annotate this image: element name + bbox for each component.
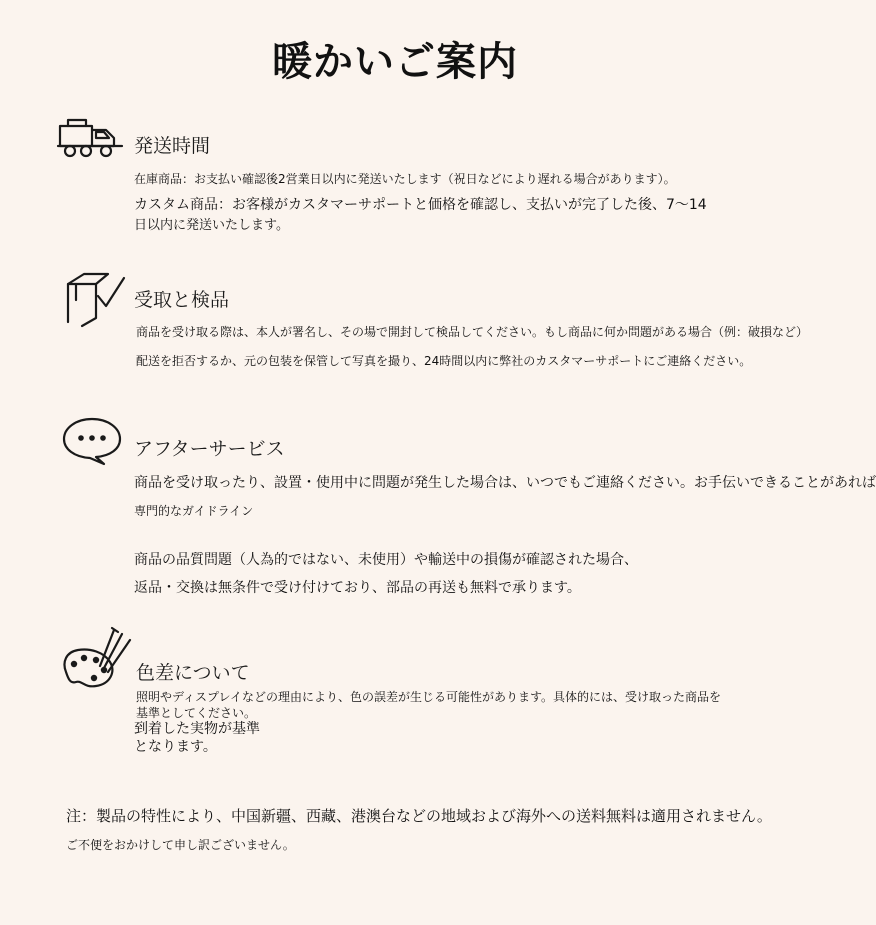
receipt-line-2: 配送を拒否するか、元の包装を保管して写真を撮り、24時間以内に弊社のカスタマーサポートにご連絡ください。 — [136, 354, 752, 368]
aftercare-line-1: 商品を受け取ったり、設置・使用中に問題が発生した場合は、いつでもご連絡ください。お手伝いできることがあれば — [134, 475, 876, 491]
color-line-1: 照明やディスプレイなどの理由により、色の誤差が生じる可能性があります。具体的には、受け取った商品を — [136, 690, 722, 704]
section-heading-aftercare: アフターサービス — [134, 438, 285, 460]
aftercare-line-4: 返品・交換は無条件で受け付けており、部品の再送も無料で承ります。 — [134, 580, 581, 596]
truck-icon — [56, 118, 128, 160]
section-heading-receipt: 受取と検品 — [134, 289, 230, 311]
section-heading-color: 色差について — [136, 662, 250, 684]
page-title: 暖かいご案内 — [272, 39, 518, 85]
color-line-2: 基準としてください。 — [136, 706, 257, 720]
aftercare-line-3: 商品の品質問題（人為的ではない、未使用）や輸送中の損傷が確認された場合、 — [134, 552, 638, 568]
speech-bubble-icon — [60, 416, 126, 466]
shipping-line-2: カスタム商品：お客様がカスタマーサポートと価格を確認し、支払いが完了した後、7〜14 — [134, 197, 707, 213]
receipt-line-1: 商品を受け取る際は、本人が署名し、その場で開封して検品してください。もし商品に何か問題がある場合（例：破損など） — [136, 325, 809, 339]
color-line-4: となります。 — [134, 739, 217, 755]
aftercare-line-2: 専門的なガイドライン — [134, 504, 254, 518]
color-line-3: 到着した実物が基準 — [134, 721, 260, 737]
section-heading-shipping: 発送時間 — [134, 135, 211, 157]
note-line-1: 注：製品の特性により、中国新疆、西藏、港澳台などの地域および海外への送料無料は適用されません。 — [66, 807, 772, 825]
box-check-icon — [62, 272, 128, 328]
shipping-line-1: 在庫商品：お支払い確認後2営業日以内に発送いたします（祝日などにより遅れる場合があります）。 — [134, 172, 676, 186]
note-line-2: ご不便をおかけして申し訳ございません。 — [66, 838, 295, 852]
palette-icon — [60, 626, 134, 692]
shipping-line-3: 日以内に発送いたします。 — [134, 218, 289, 233]
